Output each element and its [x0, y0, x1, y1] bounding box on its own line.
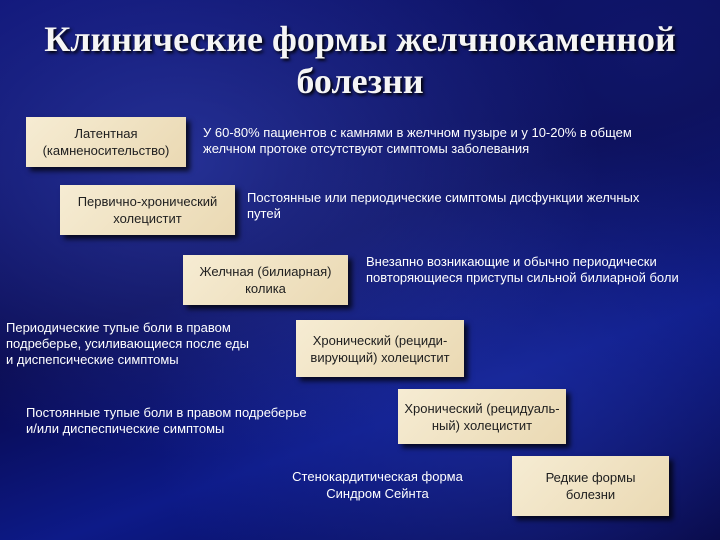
- slide-title: Клинические формы желчнокаменной болезни: [44, 19, 676, 101]
- form-anginal-label: Стенокардитическая форма Синдром Сейнта: [292, 469, 463, 501]
- form-biliary-colic-box: [183, 255, 348, 305]
- form-biliary-colic-description: Внезапно возникающие и обычно периодически повторяющиеся приступы сильной билиарной боли: [366, 254, 679, 285]
- form-recurrent-box: [296, 320, 464, 377]
- form-recurrent-description: Периодические тупые боли в правом подреберье, усиливающиеся после еды и диспепсические симптомы: [6, 320, 249, 367]
- form-rare-box: [512, 456, 669, 516]
- form-residual-label: Хронический (рецидуаль- ный) холецистит: [404, 400, 560, 433]
- form-residual-description: Постоянные тупые боли в правом подреберье и/или диспеспические симптомы: [26, 405, 307, 436]
- form-residual-box: [398, 389, 566, 444]
- form-primary-chronic-box: [60, 185, 235, 235]
- form-biliary-colic-label: Желчная (билиарная) колика: [199, 264, 332, 296]
- form-primary-chronic-label: Первично-хронический холецистит: [77, 194, 218, 226]
- form-rare-label: Редкие формы болезни: [545, 470, 636, 502]
- form-latent-label: Латентная (камненосительство): [42, 126, 170, 158]
- form-anginal-text: [275, 465, 480, 505]
- form-primary-chronic-description: Постоянные или периодические симптомы дисфункции желчных путей: [247, 190, 640, 221]
- form-latent-box: [26, 117, 186, 167]
- form-latent-description: У 60-80% пациентов с камнями в желчном пузыре и у 10-20% в общем желчном протоке отсутствуют симптомы заболевания: [203, 125, 632, 156]
- form-recurrent-label: Хронический (рециди- вирующий) холецистит: [310, 332, 450, 365]
